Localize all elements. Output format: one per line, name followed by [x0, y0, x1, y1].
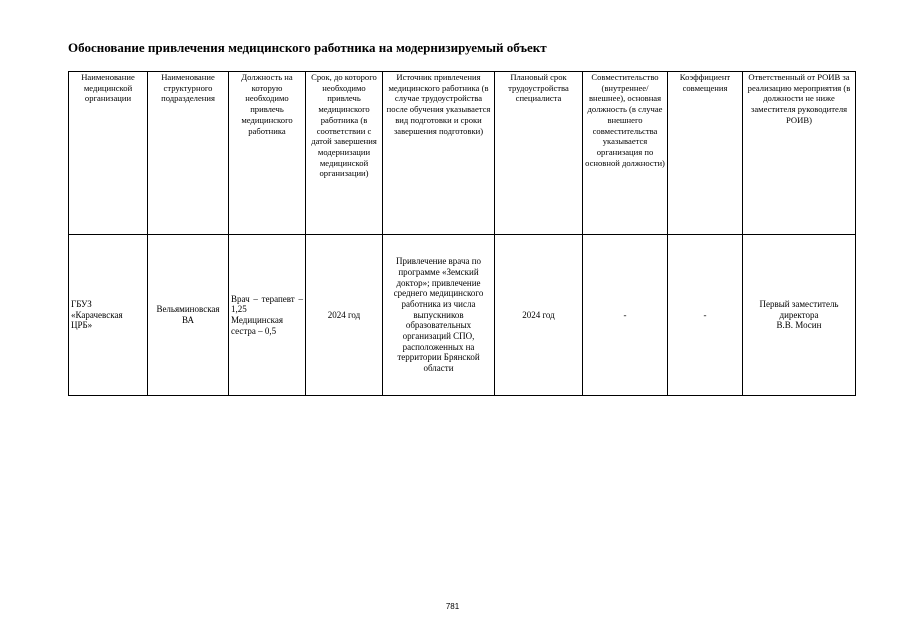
cell-position: Врач – терапевт – 1,25 Медицинская сестра – 0,5	[229, 235, 306, 396]
table-row	[69, 235, 856, 396]
cell-organization: ГБУЗ «Карачевская ЦРБ»	[69, 235, 148, 396]
cell-planned-date: 2024 год	[495, 235, 583, 396]
header-coefficient: Коэффициент совмещения	[668, 72, 743, 235]
justification-table	[68, 71, 856, 396]
header-combination: Совместительство (внутреннее/внешнее), основная должность (в случае внешнего совместительства указывается организация по основной должности)	[583, 72, 668, 235]
header-organization: Наименование медицинской организации	[69, 72, 148, 235]
header-department: Наименование структурного подразделения	[148, 72, 229, 235]
cell-deadline: 2024 год	[306, 235, 383, 396]
cell-responsible: Первый заместитель директора В.В. Мосин	[743, 235, 856, 396]
cell-combination: -	[583, 235, 668, 396]
cell-department: Вельяминовская ВА	[148, 235, 229, 396]
cell-coefficient: -	[668, 235, 743, 396]
header-deadline: Срок, до которого необходимо привлечь медицинского работника (в соответствии с датой завершения модернизации медицинской организации)	[306, 72, 383, 235]
cell-source: Привлечение врача по программе «Земский доктор»; привлечение среднего медицинского работника из числа выпускников образовательных организаций СПО, расположенных на территории Брянской области	[383, 235, 495, 396]
header-position: Должность на которую необходимо привлечь медицинского работника	[229, 72, 306, 235]
page-number: 781	[445, 602, 460, 611]
page-title: Обоснование привлечения медицинского работника на модернизируемый объект	[68, 40, 547, 55]
header-row	[69, 72, 856, 235]
header-responsible: Ответственный от РОИВ за реализацию мероприятия (в должности не ниже заместителя руководителя РОИВ)	[743, 72, 856, 235]
header-planned-date: Плановый срок трудоустройства специалиста	[495, 72, 583, 235]
header-source: Источник привлечения медицинского работника (в случае трудоустройства после обучения указывается вид подготовки и сроки завершения подготовки)	[383, 72, 495, 235]
